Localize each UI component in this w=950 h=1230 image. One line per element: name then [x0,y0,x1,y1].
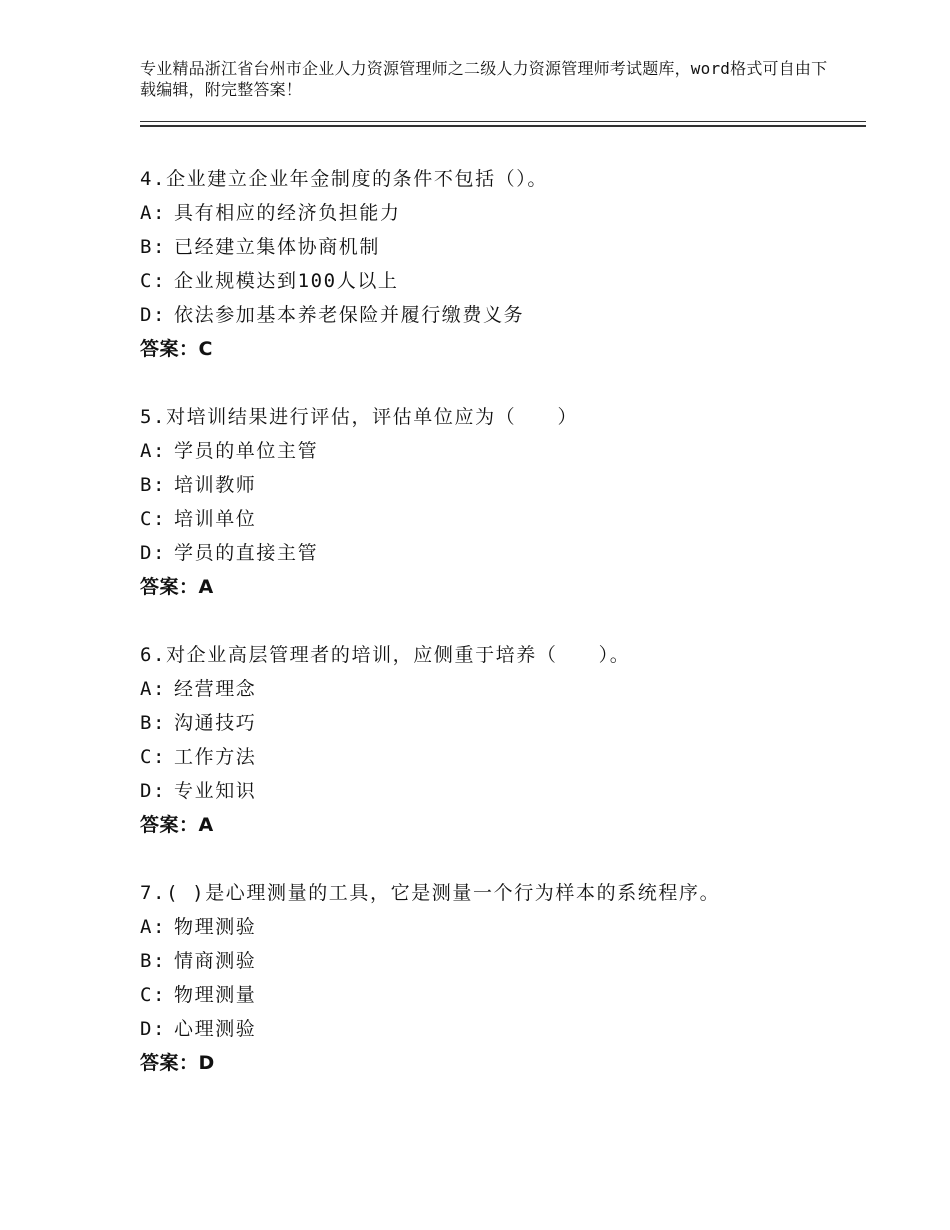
question-5 [140,400,860,604]
option-key: B: [140,712,167,734]
option-key: B: [140,474,167,496]
question-stem: 6.对企业高层管理者的培训，应侧重于培养（ ）。 [140,644,631,666]
option-text: 沟通技巧 [174,712,257,734]
option-key: C: [140,508,167,530]
option-key: A: [140,916,167,938]
question-4 [140,162,860,366]
option-text: 学员的单位主管 [174,440,319,462]
answer: 答案：A [140,814,214,836]
option-text: 物理测验 [174,916,257,938]
option-text: 物理测量 [174,984,257,1006]
option-d [140,298,860,332]
option-key: B: [140,236,167,258]
option-text: 具有相应的经济负担能力 [174,202,401,224]
option-key: A: [140,202,167,224]
option-text: 专业知识 [174,780,257,802]
option-c [140,978,860,1012]
option-a [140,196,860,230]
option-key: C: [140,984,167,1006]
answer: 答案：C [140,338,213,360]
option-c [140,264,860,298]
question-list [140,162,860,1114]
header-divider-top [140,121,866,122]
question-stem: 7.( )是心理测量的工具，它是测量一个行为样本的系统程序。 [140,882,721,904]
option-b [140,706,860,740]
header-divider-bottom [140,125,866,127]
option-text: 学员的直接主管 [174,542,319,564]
option-text: 依法参加基本养老保险并履行缴费义务 [174,304,525,326]
option-c [140,502,860,536]
option-text: 工作方法 [174,746,257,768]
option-c [140,740,860,774]
option-key: D: [140,304,167,326]
option-a [140,672,860,706]
answer: 答案：D [140,1052,215,1074]
option-key: D: [140,780,167,802]
option-key: D: [140,542,167,564]
option-key: D: [140,1018,167,1040]
question-stem: 5.对培训结果进行评估，评估单位应为（ ） [140,406,579,428]
option-d [140,1012,860,1046]
option-a [140,910,860,944]
option-text: 培训单位 [174,508,257,530]
option-key: B: [140,950,167,972]
option-b [140,230,860,264]
option-b [140,468,860,502]
option-text: 已经建立集体协商机制 [174,236,381,258]
option-d [140,774,860,808]
option-b [140,944,860,978]
option-a [140,434,860,468]
question-6 [140,638,860,842]
option-text: 情商测验 [174,950,257,972]
option-d [140,536,860,570]
document-header: 专业精品浙江省台州市企业人力资源管理师之二级人力资源管理师考试题库，word格式可自由下载编辑，附完整答案！ [140,59,828,99]
answer: 答案：A [140,576,214,598]
question-stem: 4.企业建立企业年金制度的条件不包括（）。 [140,168,548,190]
option-key: A: [140,678,167,700]
question-7 [140,876,860,1080]
option-key: C: [140,746,167,768]
option-text: 企业规模达到100人以上 [174,270,399,292]
option-text: 心理测验 [174,1018,257,1040]
option-text: 培训教师 [174,474,257,496]
option-key: A: [140,440,167,462]
option-key: C: [140,270,167,292]
option-text: 经营理念 [174,678,257,700]
